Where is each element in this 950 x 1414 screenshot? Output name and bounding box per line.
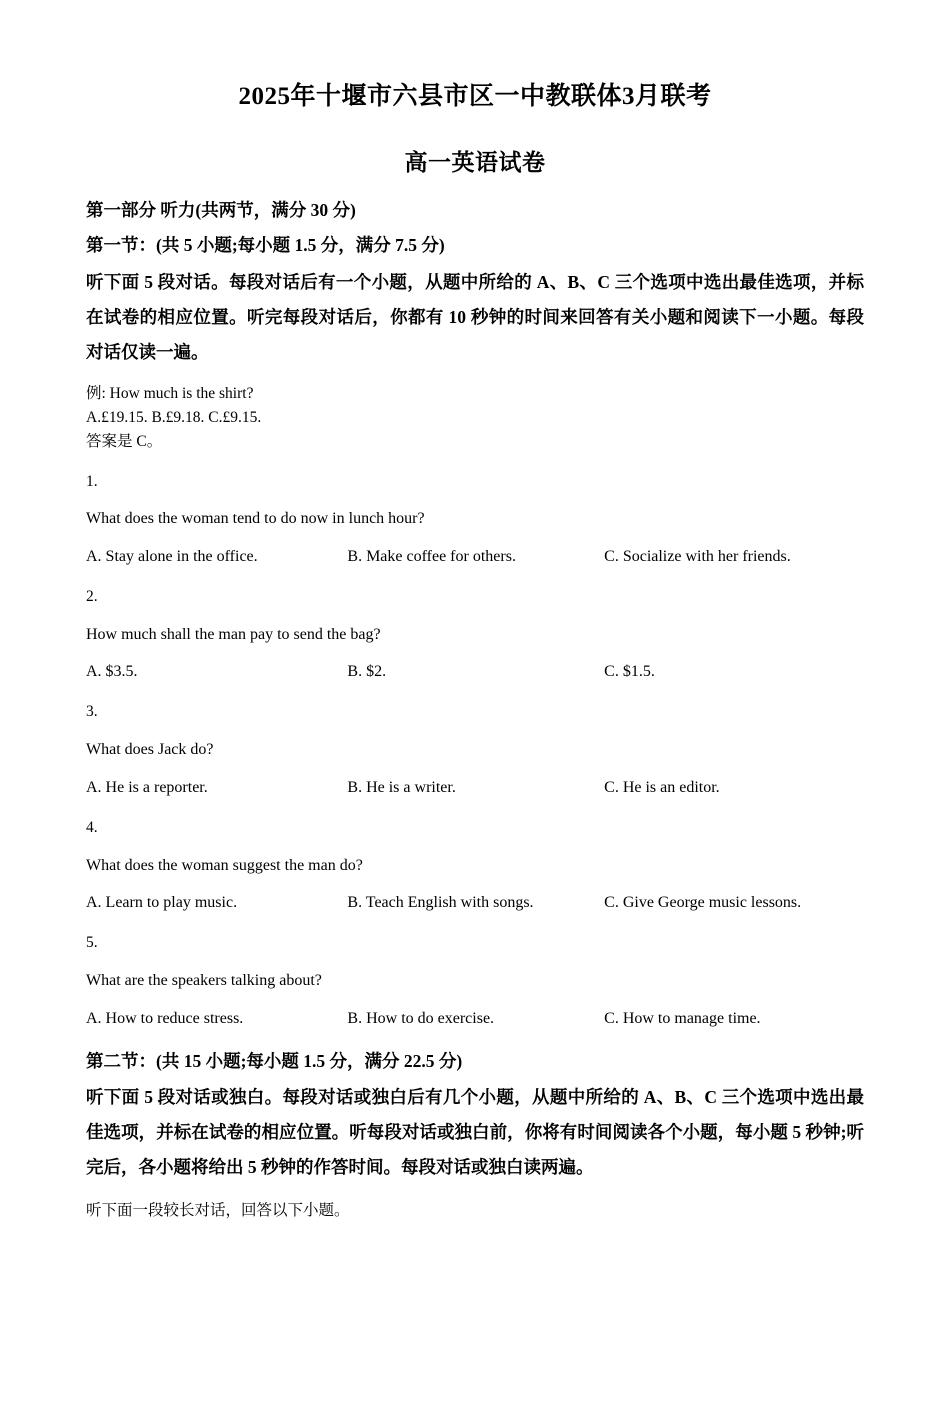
section-one-heading: 第一节：(共 5 小题;每小题 1.5 分，满分 7.5 分): [86, 235, 445, 256]
option-a[interactable]: A. $3.5.: [86, 663, 138, 681]
question-block: [86, 700, 864, 799]
option-a[interactable]: A. Stay alone in the office.: [86, 547, 258, 565]
option-c[interactable]: C. Socialize with her friends.: [604, 547, 791, 565]
section-two-note: 听下面一段较长对话，回答以下小题。: [86, 1201, 350, 1219]
page-title: 2025年十堰市六县市区一中教联体3月联考: [238, 83, 712, 110]
option-b[interactable]: B. Make coffee for others.: [347, 547, 516, 565]
option-b[interactable]: B. $2.: [347, 663, 387, 681]
question-text: What does the woman suggest the man do?: [86, 856, 363, 874]
option-c[interactable]: C. He is an editor.: [604, 778, 720, 796]
example-answer: 答案是 C。: [86, 432, 163, 450]
question-options: [86, 660, 864, 684]
option-c[interactable]: C. $1.5.: [604, 663, 655, 681]
example-options: A.£19.15. B.£9.18. C.£9.15.: [86, 408, 262, 426]
option-a[interactable]: A. He is a reporter.: [86, 778, 208, 796]
option-b[interactable]: B. How to do exercise.: [347, 1009, 495, 1027]
section-two-instructions: 听下面 5 段对话或独白。每段对话或独白后有几个小题，从题中所给的 A、B、C 三个选项中选出最佳选项，并标在试卷的相应位置。听每段对话或独白前，你将有时间阅读各个小题，每小题 5 秒钟;听完后，各小题将给出 5 秒钟的作答时间。每段对话或独白读两遍。: [86, 1086, 864, 1177]
question-block: [86, 470, 864, 569]
page-bottom-spacer: [86, 1224, 864, 1374]
example-question: 例: How much is the shirt?: [86, 384, 254, 402]
page-subtitle: 高一英语试卷: [404, 149, 546, 175]
question-options: [86, 1007, 864, 1031]
question-options: [86, 891, 864, 915]
section-two-heading: 第二节：(共 15 小题;每小题 1.5 分，满分 22.5 分): [86, 1050, 463, 1071]
question-block: [86, 585, 864, 684]
option-a[interactable]: A. Learn to play music.: [86, 894, 238, 912]
question-block: [86, 931, 864, 1030]
question-number: 1.: [86, 472, 98, 490]
part-one-heading: 第一部分 听力(共两节，满分 30 分): [86, 200, 356, 220]
question-number: 5.: [86, 934, 98, 952]
question-text: What are the speakers talking about?: [86, 971, 322, 989]
option-b[interactable]: B. He is a writer.: [347, 778, 456, 796]
question-number: 3.: [86, 703, 98, 721]
option-a[interactable]: A. How to reduce stress.: [86, 1009, 244, 1027]
question-number: 4.: [86, 818, 98, 836]
question-text: How much shall the man pay to send the bag?: [86, 625, 381, 643]
question-text: What does the woman tend to do now in lunch hour?: [86, 510, 425, 528]
question-block: [86, 816, 864, 915]
question-options: [86, 545, 864, 569]
option-b[interactable]: B. Teach English with songs.: [347, 894, 534, 912]
option-c[interactable]: C. How to manage time.: [604, 1009, 761, 1027]
question-number: 2.: [86, 587, 98, 605]
option-c[interactable]: C. Give George music lessons.: [604, 894, 802, 912]
question-text: What does Jack do?: [86, 741, 214, 759]
question-options: [86, 776, 864, 800]
section-one-instructions: 听下面 5 段对话。每段对话后有一个小题，从题中所给的 A、B、C 三个选项中选出最佳选项，并标在试卷的相应位置。听完每段对话后，你都有 10 秒钟的时间来回答有关小题和阅读下一小题。每段对话仅读一遍。: [86, 271, 864, 362]
